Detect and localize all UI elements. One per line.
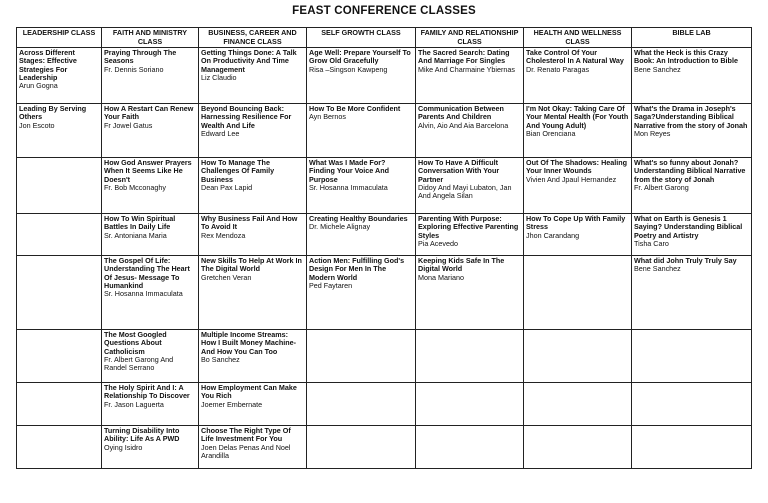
column-header-faith-ministry: FAITH AND MINISTRY CLASS [102,28,199,48]
class-cell [416,158,524,214]
header-row [17,28,752,48]
class-cell [102,256,199,330]
class-cell [199,214,307,256]
class-cell [17,256,102,330]
class-cell [102,104,199,158]
class-title: Parenting With Purpose: Exploring Effective Parenting Styles [418,214,519,240]
class-title: How To Cope Up With Family Stress [526,214,626,232]
class-speaker: Alvin, Aio And Aia Barcelona [418,120,509,130]
class-cell [307,383,416,426]
class-title: Across Different Stages: Effective Strategies For Leadership [19,48,77,83]
class-cell [17,104,102,158]
class-cell [524,256,632,330]
table-row [17,256,752,330]
class-cell [524,214,632,256]
column-header-health-wellness: HEALTH AND WELLNESS CLASS [524,28,632,48]
class-title: Why Business Fail And How To Avoid It [201,214,298,232]
class-speaker: Oying Isidro [104,442,143,452]
class-title: How To Win Spiritual Battles In Daily Life [104,214,176,232]
class-speaker: Bene Sanchez [634,264,681,274]
class-cell [17,214,102,256]
table-row [17,426,752,469]
class-cell [199,330,307,383]
class-title: How To Have A Difficult Conversation With Your Partner [418,158,500,184]
class-title: Getting Things Done: A Talk On Productivity And Time Management [201,48,297,74]
class-title: The Most Googled Questions About Catholicism [104,330,167,356]
class-title: Age Well: Prepare Yourself To Grow Old Gracefully [309,48,411,66]
class-speaker: Dean Pax Lapid [201,183,253,193]
class-title: Action Men: Fulfilling God's Design For Men In The Modern World [309,256,405,282]
class-speaker: Mike And Charmaine Ybiernas [418,64,515,74]
class-speaker: Edward Lee [201,129,240,139]
class-cell [632,383,752,426]
class-cell [524,426,632,469]
table-row [17,48,752,104]
class-cell [632,48,752,104]
class-speaker: Mon Reyes [634,129,671,139]
class-speaker: Jon Escoto [19,120,55,130]
class-cell [199,48,307,104]
class-speaker: Tisha Caro [634,239,669,249]
class-title: What on Earth is Genesis 1 Saying? Understanding Biblical Poetry and Artistry [634,214,743,240]
class-cell [17,383,102,426]
classes-table [16,27,752,469]
class-cell [416,48,524,104]
class-speaker: Arun Gogna [19,81,58,91]
class-title: What the Heck is this Crazy Book: An Introduction to Bible [634,48,738,66]
class-speaker: Vivien And Jpaul Hernandez [526,174,617,184]
class-speaker: Risa –Singson Kawpeng [309,64,388,74]
class-cell [632,158,752,214]
class-title: Multiple Income Streams: How I Built Money Machine-And How You Can Too [201,330,297,356]
class-cell [416,256,524,330]
class-title: How To Manage The Challenges Of Family Business [201,158,275,184]
class-cell [307,104,416,158]
class-title: How God Answer Prayers When It Seems Like He Doesn't [104,158,192,184]
class-title: Beyond Bouncing Back: Harnessing Resilience For Wealth And Life [201,104,292,130]
class-speaker: Ayn Bernos [309,112,347,122]
column-header-family-relationship: FAMILY AND RELATIONSHIP CLASS [416,28,524,48]
class-speaker: Mona Mariano [418,272,464,282]
table-row [17,383,752,426]
class-cell [307,256,416,330]
column-header-self-growth: SELF GROWTH CLASS [307,28,416,48]
class-title: What's the Drama in Joseph's Saga?Understanding Biblical Narrative from the story of Jonah [634,104,748,130]
column-header-business-career-finance: BUSINESS, CAREER AND FINANCE CLASS [199,28,307,48]
class-cell [102,426,199,469]
class-cell [199,158,307,214]
class-speaker: Joen Delas Penas And Noel Arandilla [201,442,291,461]
class-cell [17,426,102,469]
class-title: Creating Healthy Boundaries [309,214,408,224]
class-title: Leading By Serving Others [19,104,87,122]
class-cell [307,214,416,256]
class-title: The Sacred Search: Dating And Marriage For Singles [418,48,510,66]
class-speaker: Fr. Albert Garong And Randel Serrano [104,355,174,373]
class-cell [199,383,307,426]
class-speaker: Sr. Hosanna Immaculata [309,183,388,193]
class-cell [524,330,632,383]
class-cell [199,104,307,158]
class-speaker: Rex Mendoza [201,230,246,240]
class-cell [17,48,102,104]
class-speaker: Jhon Carandang [526,230,580,240]
class-speaker: Ped Faytaren [309,281,353,291]
class-cell [102,48,199,104]
class-title: Out Of The Shadows: Healing Your Inner Wounds [526,158,628,176]
class-title: Turning Disability Into Ability: Life As A PWD [104,426,180,444]
class-speaker: Fr Jowel Gatus [104,120,153,130]
class-speaker: Bian Orenciana [526,129,576,139]
table-row [17,158,752,214]
class-title: The Holy Spirit And I: A Relationship To Discover [104,383,190,401]
class-cell [632,426,752,469]
table-row [17,214,752,256]
class-speaker: Fr. Jason Laguerta [104,399,164,409]
class-cell [102,383,199,426]
class-cell [307,48,416,104]
class-cell [416,426,524,469]
class-cell [416,214,524,256]
class-cell [524,383,632,426]
class-cell [524,104,632,158]
class-speaker: Fr. Albert Garong [634,183,689,193]
class-title: Choose The Right Type Of Life Investment For You [201,426,291,444]
class-title: Communication Between Parents And Children [418,104,504,122]
class-title: Praying Through The Seasons [104,48,177,66]
column-header-bible-lab: BIBLE LAB [632,28,752,48]
class-speaker: Bene Sanchez [634,64,681,74]
table-row [17,104,752,158]
class-cell [416,383,524,426]
class-cell [632,104,752,158]
class-speaker: Fr. Dennis Soriano [104,64,164,74]
class-speaker: Sr. Hosanna Immaculata [104,289,183,299]
class-title: What did John Truly Truly Say [634,256,737,266]
column-header-leadership: LEADERSHIP CLASS [17,28,102,48]
class-cell [632,214,752,256]
class-speaker: Pia Acevedo [418,239,458,249]
class-title: What Was I Made For? Finding Your Voice And Purpose [309,158,389,184]
class-cell [307,330,416,383]
class-cell [102,214,199,256]
class-speaker: Dr. Michele Alignay [309,222,371,232]
class-cell [632,330,752,383]
class-title: How A Restart Can Renew Your Faith [104,104,194,122]
class-title: New Skills To Help At Work In The Digital World [201,256,302,274]
class-speaker: Dr. Renato Paragas [526,64,590,74]
class-cell [102,330,199,383]
class-speaker: Liz Claudio [201,73,237,83]
document-title: FEAST CONFERENCE CLASSES [292,5,476,17]
class-cell [524,158,632,214]
class-title: How Employment Can Make You Rich [201,383,297,401]
class-title: How To Be More Confident [309,104,401,114]
class-speaker: Sr. Antoniana Maria [104,230,167,240]
class-cell [524,48,632,104]
class-cell [199,426,307,469]
class-title: I'm Not Okay: Taking Care Of Your Mental Health (For Youth And Young Adult) [526,104,629,130]
class-title: Keeping Kids Safe In The Digital World [418,256,505,274]
class-cell [307,158,416,214]
class-cell [102,158,199,214]
class-cell [17,330,102,383]
class-cell [307,426,416,469]
class-speaker: Bo Sanchez [201,355,240,365]
class-title: Take Control Of Your Cholesterol In A Natural Way [526,48,624,66]
class-cell [199,256,307,330]
class-speaker: Gretchen Veran [201,272,252,282]
class-cell [416,104,524,158]
class-speaker: Fr. Bob Mcconaghy [104,183,166,193]
class-cell [17,158,102,214]
class-speaker: Didoy And Mayi Lubaton, Jan And Angela Silan [418,183,512,201]
class-speaker: Joemer Embernate [201,399,263,409]
table-row [17,330,752,383]
class-cell [632,256,752,330]
class-title: What's so funny about Jonah? Understanding Biblical Narrative from the story of Jonah [634,158,746,184]
class-title: The Gospel Of Life: Understanding The Heart Of Jesus- Message To Humankind [104,256,190,291]
class-cell [416,330,524,383]
